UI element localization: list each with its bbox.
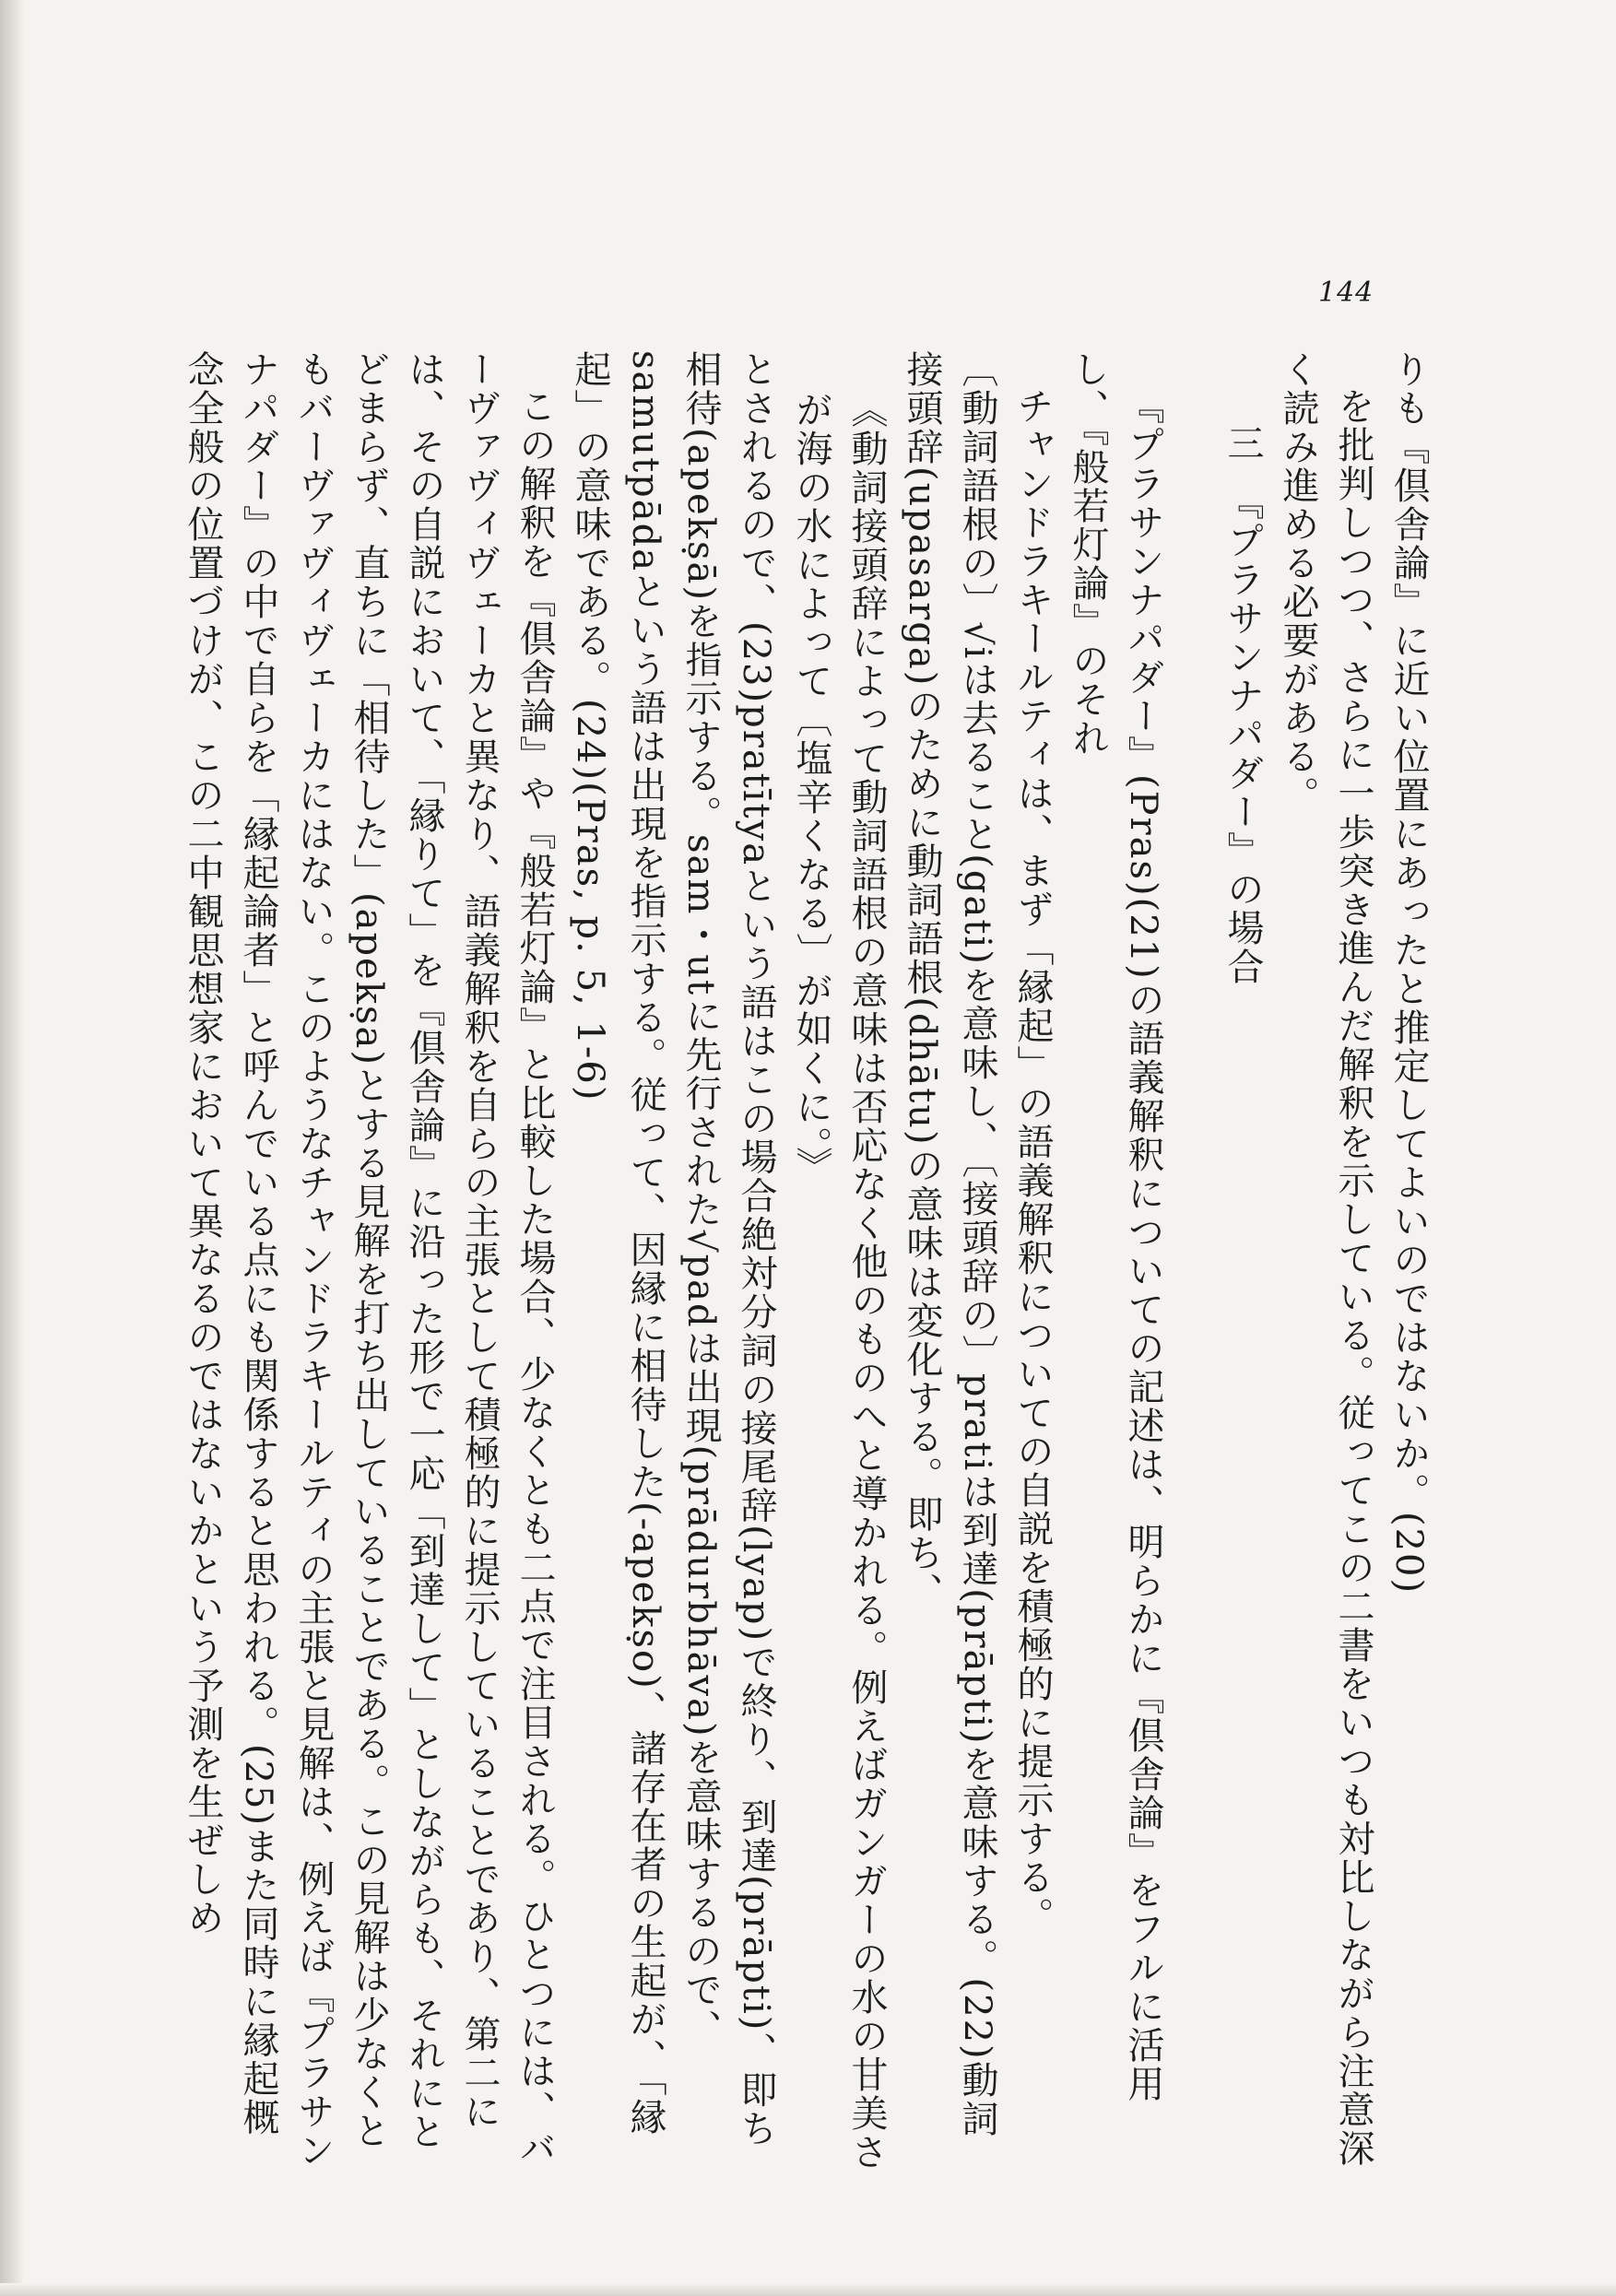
paragraph: この解釈を『倶舎論』や『般若灯論』と比較した場合、少なくとも二点で注目される。ひとつには、バーヴァヴィヴェーカと異なり、語義解釈を自らの主張として積極的に提示していることであり、第二には、その自説において、「縁りて」を『倶舎論』に沿った形で一応「到達して」としながらも、それにとどまらず、直ちに「相待した」(apekṣa)とする見解を打ち出していることである。この見解は少なくともバーヴァヴィヴェーカにはない。このようなチャンドラキールティの主張と見解は、例えば『プラサンナパダー』の中で自らを「縁起論者」と呼んでいる点にも関係すると思われる。(25)また同時に縁起概念全般の位置づけが、この二中観思想家において異なるのではないかという予測を生ぜしめ [182,350,556,2170]
vertical-text-body [175,350,1436,2175]
paragraph: 〔動詞語根の〕√iは去ること(gati)を意味し、〔接頭辞の〕pratiは到達(prāpti)を意味する。(22)動詞接頭辞(upasarga)のために動詞語根(dhātu)の意味は変化する。即ち、 [901,350,998,2138]
page-number: 144 [1318,277,1374,309]
block-quote: 《動詞接頭辞によって動詞語根の意味は否応なく他のものへと導かれる。例えばガンガーの水の甘美さが海の水によって〔塩辛くなる〕が如くに。》 [790,391,888,2172]
section-heading: 三 『プラサンナパダー』の場合 [1221,424,1264,986]
paragraph: チャンドラキールティは、まず「縁起」の語義解釈についての自説を積極的に提示する。 [1011,387,1054,1936]
paragraph: 『プラサンナパダー』(Pras)(21)の語義解釈についての記述は、明らかに『倶舎論』をフルに活用し、『般若灯論』のそれ [1067,350,1164,2103]
paragraph: とされるので、(23)pratītyaという語はこの場合絶対分詞の接尾辞(lyap)で終り、到達(prāpti)、即ち相待(apekṣā)を指示する。sam・utに先行された√padは出現(prādurbhāva)を意味するので、samutpādaという語は出現を指示する。従って、因縁に相待した(-apekṣo)、諸存在者の生起が、「縁起」の意味である。(24)(Pras, p. 5, 1-6) [569,350,777,2149]
paragraph-continuation-2: を批判しつつ、さらに一歩突き進んだ解釈を示している。従ってこの二書をいつも対比しながら注意深く読み進める必要がある。 [1277,350,1374,2168]
scan-shadow-bottom [0,2283,1616,2296]
scan-shadow-left [0,0,24,2296]
paragraph-continuation: りも『倶舎論』に近い位置にあったと推定してよいのではないか。(20) [1387,350,1430,1595]
